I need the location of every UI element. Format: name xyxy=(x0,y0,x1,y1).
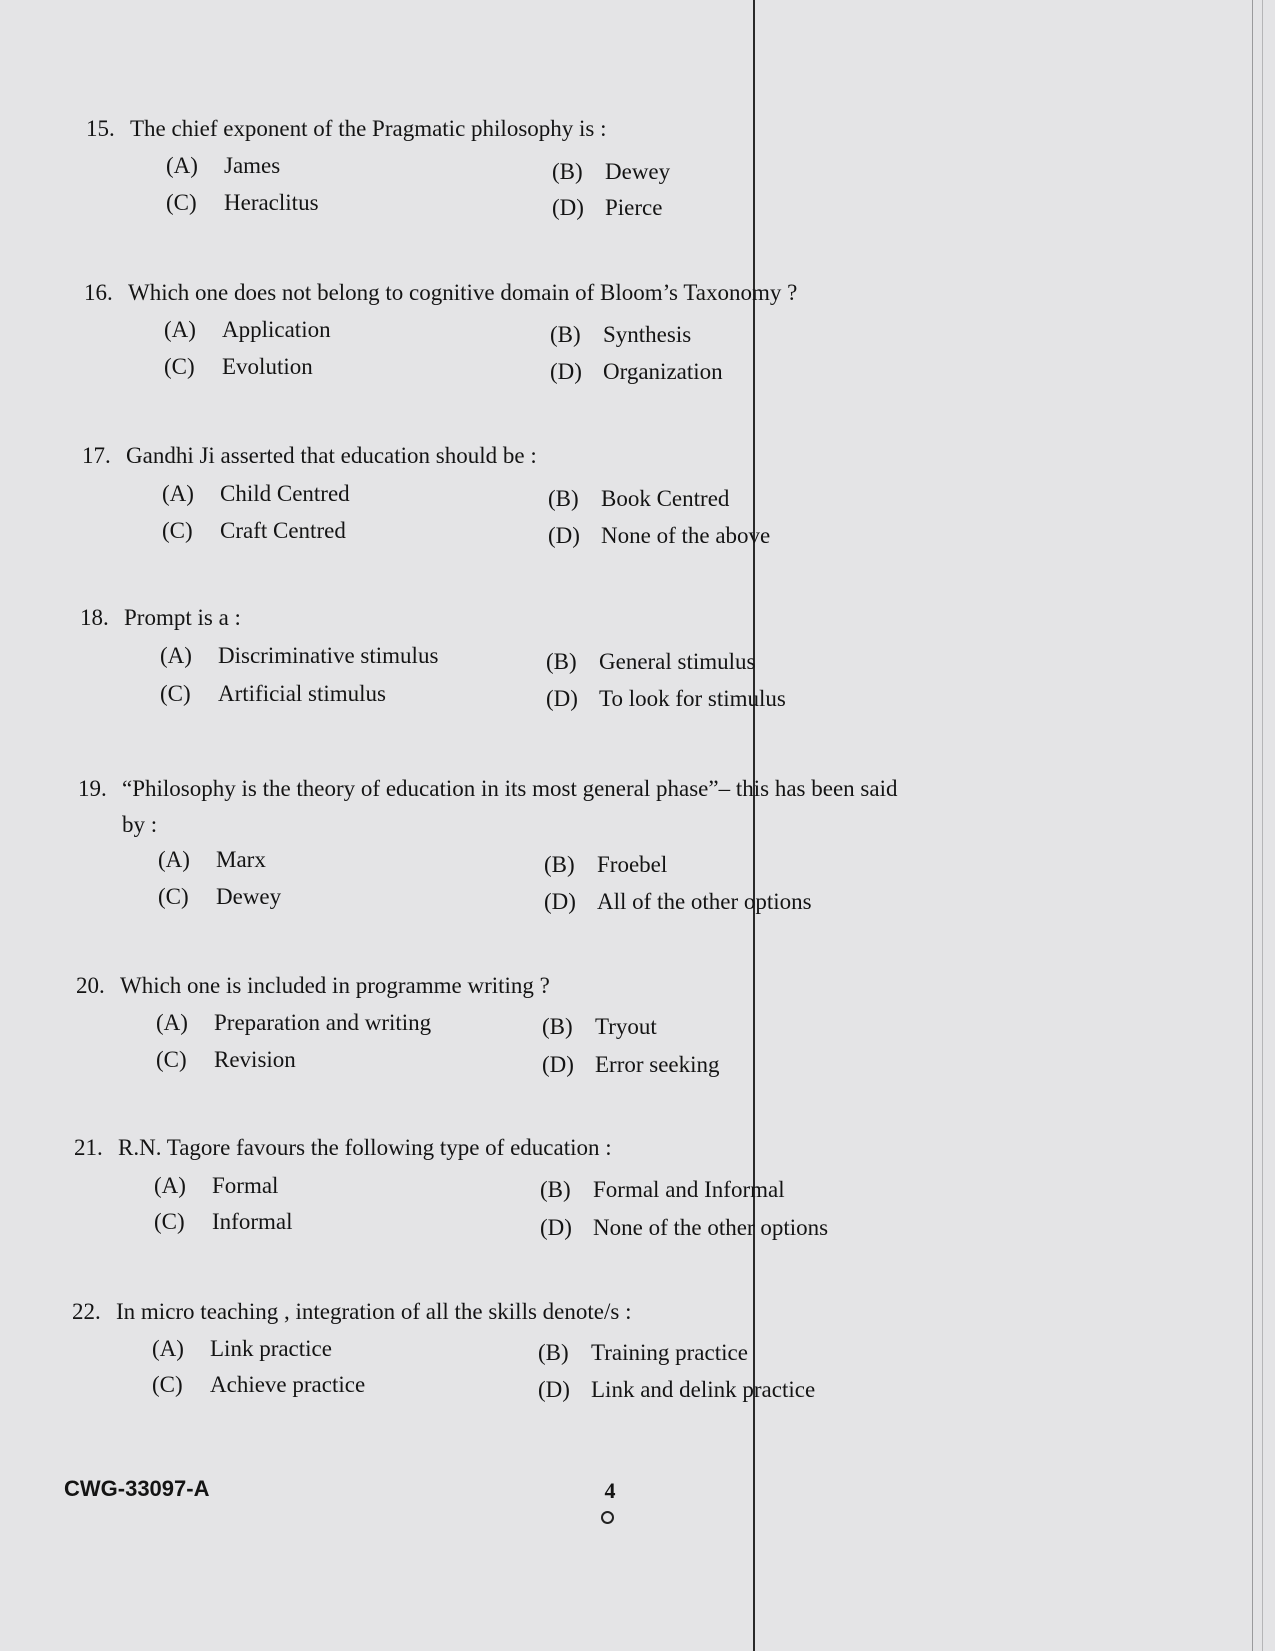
question-15 xyxy=(86,113,1086,145)
question-text: “Philosophy is the theory of education in its most general phase”– this has been said xyxy=(122,776,898,801)
question-text: The chief exponent of the Pragmatic philosophy is : xyxy=(130,116,607,141)
question-number: 19. xyxy=(78,776,107,801)
option-b: (B) Formal and Informal xyxy=(540,1177,785,1202)
question-22 xyxy=(72,1296,1072,1328)
option-d: (D) Organization xyxy=(550,359,723,384)
option-c: (C) Achieve practice xyxy=(152,1372,366,1397)
option-b: (B) Training practice xyxy=(538,1340,748,1365)
option-b: (B) Tryout xyxy=(542,1014,657,1039)
option-d: (D) None of the above xyxy=(548,523,771,548)
question-17 xyxy=(82,440,1082,472)
option-a: (A) Marx xyxy=(158,847,266,872)
question-number: 18. xyxy=(80,605,109,630)
option-a: (A) Discriminative stimulus xyxy=(160,643,439,668)
question-16 xyxy=(84,277,1084,309)
question-text: In micro teaching , integration of all the skills denote/s : xyxy=(116,1299,632,1324)
question-number: 20. xyxy=(76,973,105,998)
page-dot-mark xyxy=(601,1511,614,1524)
question-text: Gandhi Ji asserted that education should be : xyxy=(126,443,537,468)
option-b: (B) Synthesis xyxy=(550,322,692,347)
option-d: (D) All of the other options xyxy=(544,889,812,914)
question-number: 15. xyxy=(86,116,115,141)
question-text: R.N. Tagore favours the following type of education : xyxy=(118,1135,612,1160)
option-b: (B) Froebel xyxy=(544,852,668,877)
option-b: (B) Book Centred xyxy=(548,486,730,511)
question-21 xyxy=(74,1132,1074,1164)
page-edge-line xyxy=(1252,0,1253,1651)
exam-code: CWG-33097-A xyxy=(64,1476,210,1501)
option-c: (C) Revision xyxy=(156,1047,296,1072)
option-b: (B) Dewey xyxy=(552,159,671,184)
question-19 xyxy=(78,773,1078,841)
question-number: 22. xyxy=(72,1299,101,1324)
option-c: (C) Heraclitus xyxy=(166,190,319,215)
option-c: (C) Craft Centred xyxy=(162,518,346,543)
question-20 xyxy=(76,970,1076,1002)
option-d: (D) Pierce xyxy=(552,195,663,220)
question-number: 17. xyxy=(82,443,111,468)
option-d: (D) Error seeking xyxy=(542,1052,720,1077)
question-text: Which one does not belong to cognitive domain of Bloom’s Taxonomy ? xyxy=(128,280,798,305)
option-c: (C) Artificial stimulus xyxy=(160,681,387,706)
option-c: (C) Evolution xyxy=(164,354,313,379)
question-text: Which one is included in programme writing ? xyxy=(120,973,550,998)
question-text: Prompt is a : xyxy=(124,605,241,630)
option-d: (D) None of the other options xyxy=(540,1215,829,1240)
option-a: (A) Preparation and writing xyxy=(156,1010,432,1035)
option-a: (A) Link practice xyxy=(152,1336,332,1361)
question-18 xyxy=(80,602,1080,634)
question-text-continued: by : xyxy=(122,812,158,837)
option-a: (A) Child Centred xyxy=(162,481,350,506)
page-edge-line xyxy=(1262,0,1263,1651)
option-a: (A) James xyxy=(166,153,281,178)
question-number: 21. xyxy=(74,1135,103,1160)
option-a: (A) Application xyxy=(164,317,331,342)
option-a: (A) Formal xyxy=(154,1173,279,1198)
question-number: 16. xyxy=(84,280,113,305)
option-d: (D) To look for stimulus xyxy=(546,686,786,711)
option-b: (B) General stimulus xyxy=(546,649,756,674)
option-c: (C) Dewey xyxy=(158,884,282,909)
option-c: (C) Informal xyxy=(154,1209,293,1234)
option-d: (D) Link and delink practice xyxy=(538,1377,816,1402)
page-number: 4 xyxy=(604,1478,616,1503)
